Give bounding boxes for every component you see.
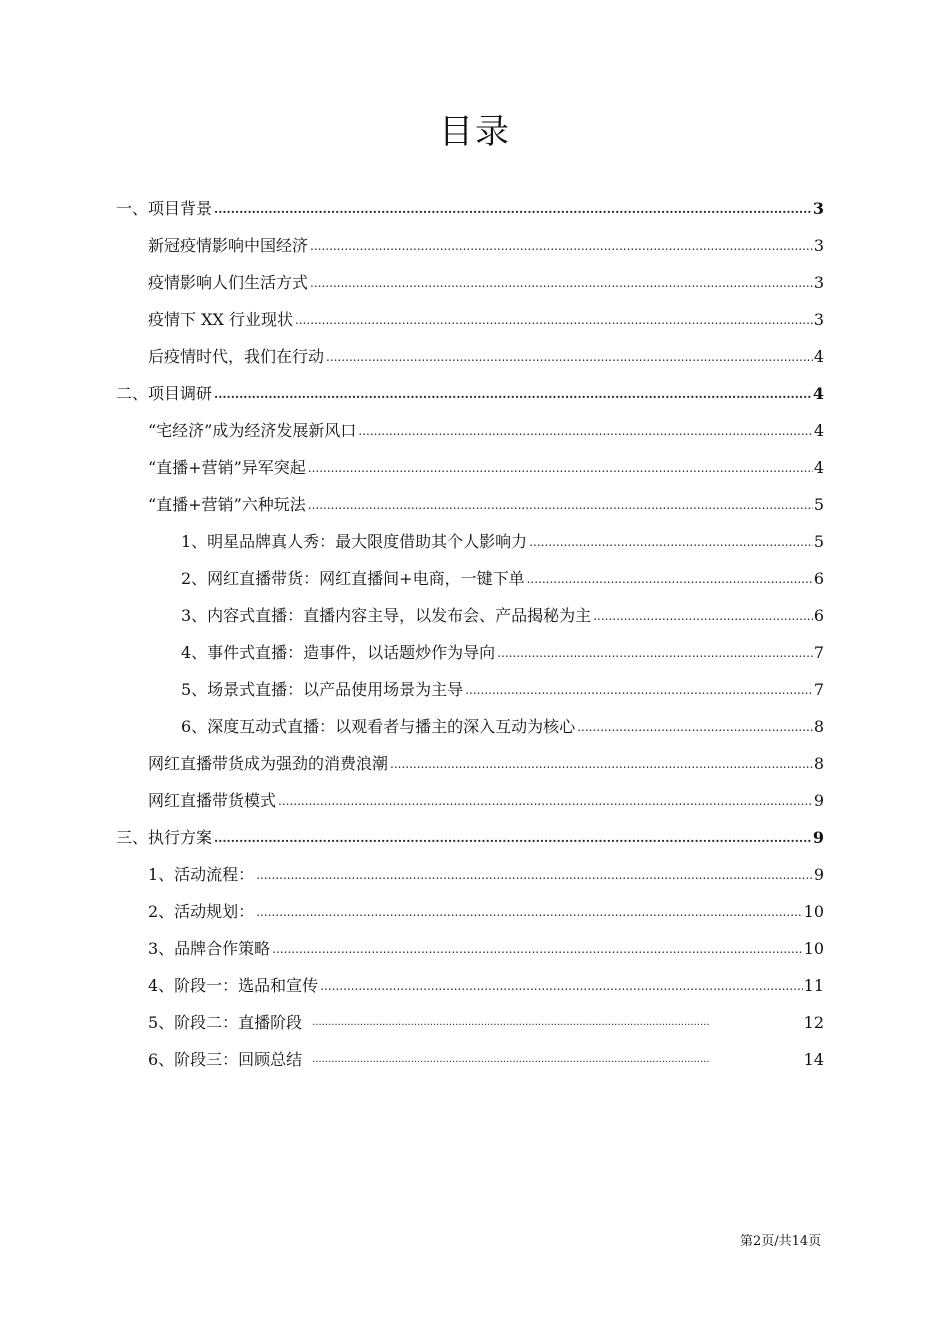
toc-entry-page: 6 bbox=[813, 606, 824, 625]
toc-entry-text: 网红直播带货模式 bbox=[148, 791, 277, 810]
toc-entry-page: 4 bbox=[812, 384, 824, 403]
toc-entry[interactable] bbox=[148, 416, 824, 442]
toc-entry-page: 12 bbox=[803, 1013, 824, 1032]
toc-entry[interactable] bbox=[148, 1008, 824, 1034]
toc-leader-dots bbox=[310, 276, 813, 290]
toc-leader-dots bbox=[497, 646, 813, 660]
toc-leader-dots bbox=[320, 979, 802, 993]
toc-entry-text: 6、深度互动式直播：以观看者与播主的深入互动为核心 bbox=[181, 717, 576, 736]
toc-leader-dots bbox=[326, 350, 813, 364]
toc-entry-page: 9 bbox=[813, 791, 824, 810]
toc-entry[interactable] bbox=[148, 268, 824, 294]
toc-leader-dots bbox=[256, 868, 813, 882]
toc-entry-text: 网红直播带货成为强劲的消费浪潮 bbox=[148, 754, 389, 773]
toc-entry-page: 3 bbox=[813, 236, 824, 255]
toc-entry-text: 1、明星品牌真人秀：最大限度借助其个人影响力 bbox=[181, 532, 528, 551]
toc-entry-text: 一、项目背景 bbox=[116, 199, 213, 218]
toc-entry-page: 10 bbox=[803, 902, 824, 921]
toc-entry-text: 二、项目调研 bbox=[116, 384, 213, 403]
toc-entry[interactable] bbox=[148, 453, 824, 479]
toc-leader-dots bbox=[527, 572, 813, 586]
toc-entry-sub[interactable] bbox=[181, 601, 824, 627]
toc-entry-section-3[interactable] bbox=[116, 823, 824, 849]
toc-entry-section-2[interactable] bbox=[116, 379, 824, 405]
toc-entry-page: 11 bbox=[803, 976, 824, 995]
toc-entry-text: 新冠疫情影响中国经济 bbox=[148, 236, 309, 255]
toc-leader-dots bbox=[577, 720, 813, 734]
toc-entry-page: 4 bbox=[813, 458, 824, 477]
toc-entry-text: 疫情影响人们生活方式 bbox=[148, 273, 309, 292]
toc-leader-dots bbox=[272, 942, 802, 956]
toc-leader-dots bbox=[593, 609, 813, 623]
toc-entry-sub[interactable] bbox=[181, 712, 824, 738]
toc-entry[interactable] bbox=[148, 897, 824, 923]
toc-entry-page: 4 bbox=[813, 347, 824, 366]
toc-leader-dots bbox=[308, 498, 813, 512]
toc-entry[interactable] bbox=[148, 786, 824, 812]
toc-entry-page: 7 bbox=[813, 643, 824, 662]
toc-entry-text: “直播+营销”异军突起 bbox=[148, 458, 306, 477]
toc-entry-sub[interactable] bbox=[181, 564, 824, 590]
toc-entry-page: 8 bbox=[813, 754, 824, 773]
toc-entry-text: 5、场景式直播：以产品使用场景为主导 bbox=[181, 680, 464, 699]
toc-entry-text: 3、品牌合作策略 bbox=[148, 939, 271, 958]
toc-entry-sub[interactable] bbox=[181, 527, 824, 553]
toc-entry-page: 4 bbox=[813, 421, 824, 440]
toc-entry[interactable] bbox=[148, 1045, 824, 1071]
toc-entry-page: 5 bbox=[813, 495, 824, 514]
page-footer: 第2页/共14页 bbox=[740, 1234, 822, 1249]
toc-entry-text: “直播+营销”六种玩法 bbox=[148, 495, 306, 514]
toc-leader-dots bbox=[312, 1016, 710, 1030]
toc-leader-dots bbox=[358, 424, 812, 438]
toc-entry-page: 3 bbox=[812, 199, 824, 218]
toc-leader-dots bbox=[214, 202, 812, 216]
toc-entry-page: 6 bbox=[813, 569, 824, 588]
toc-entry-page: 10 bbox=[803, 939, 824, 958]
toc-entry-page: 9 bbox=[812, 828, 824, 847]
toc-entry-page: 5 bbox=[813, 532, 824, 551]
toc-entry-text: 2、活动规划： bbox=[148, 902, 255, 921]
toc-entry-text: 三、执行方案 bbox=[116, 828, 213, 847]
toc-leader-dots bbox=[308, 461, 813, 475]
toc-entry[interactable] bbox=[148, 305, 824, 331]
toc-entry-text: 6、阶段三：回顾总结 bbox=[148, 1050, 303, 1069]
toc-entry-page: 8 bbox=[813, 717, 824, 736]
toc-entry[interactable] bbox=[148, 231, 824, 257]
toc-entry-text: “宅经济”成为经济发展新风口 bbox=[148, 421, 357, 440]
toc-entry-text: 5、阶段二：直播阶段 bbox=[148, 1013, 303, 1032]
toc-entry-text: 后疫情时代，我们在行动 bbox=[148, 347, 325, 366]
toc-entry[interactable] bbox=[148, 490, 824, 516]
toc-entry[interactable] bbox=[148, 860, 824, 886]
toc-leader-dots bbox=[390, 757, 813, 771]
toc-entry-text: 4、阶段一：选品和宣传 bbox=[148, 976, 319, 995]
toc-leader-dots bbox=[214, 831, 812, 845]
toc-entry-section-1[interactable] bbox=[116, 194, 824, 220]
toc-entry[interactable] bbox=[148, 971, 824, 997]
toc-entry[interactable] bbox=[148, 749, 824, 775]
toc-entry-text: 2、网红直播带货：网红直播间+电商，一键下单 bbox=[181, 569, 525, 588]
toc-leader-dots bbox=[214, 387, 812, 401]
toc-leader-dots bbox=[256, 905, 802, 919]
toc-entry-text: 疫情下 XX 行业现状 bbox=[148, 310, 293, 329]
toc-leader-dots bbox=[465, 683, 813, 697]
toc-leader-dots bbox=[529, 535, 813, 549]
toc-leader-dots bbox=[312, 1053, 710, 1067]
toc-entry[interactable] bbox=[148, 934, 824, 960]
toc-entry-text: 3、内容式直播：直播内容主导，以发布会、产品揭秘为主 bbox=[181, 606, 592, 625]
toc-entry-sub[interactable] bbox=[181, 638, 824, 664]
toc-entry-page: 14 bbox=[803, 1050, 824, 1069]
toc-leader-dots bbox=[278, 794, 813, 808]
toc-leader-dots bbox=[310, 239, 813, 253]
toc-entry[interactable] bbox=[148, 342, 824, 368]
toc-entry-page: 3 bbox=[813, 310, 824, 329]
toc-entry-text: 4、事件式直播：造事件，以话题炒作为导向 bbox=[181, 643, 496, 662]
toc-entry-sub[interactable] bbox=[181, 675, 824, 701]
toc-entry-page: 7 bbox=[813, 680, 824, 699]
page-title: 目录 bbox=[439, 112, 511, 152]
toc-entry-page: 9 bbox=[813, 865, 824, 884]
toc-entry-text: 1、活动流程： bbox=[148, 865, 255, 884]
toc-leader-dots bbox=[295, 313, 813, 327]
toc-entry-page: 3 bbox=[813, 273, 824, 292]
